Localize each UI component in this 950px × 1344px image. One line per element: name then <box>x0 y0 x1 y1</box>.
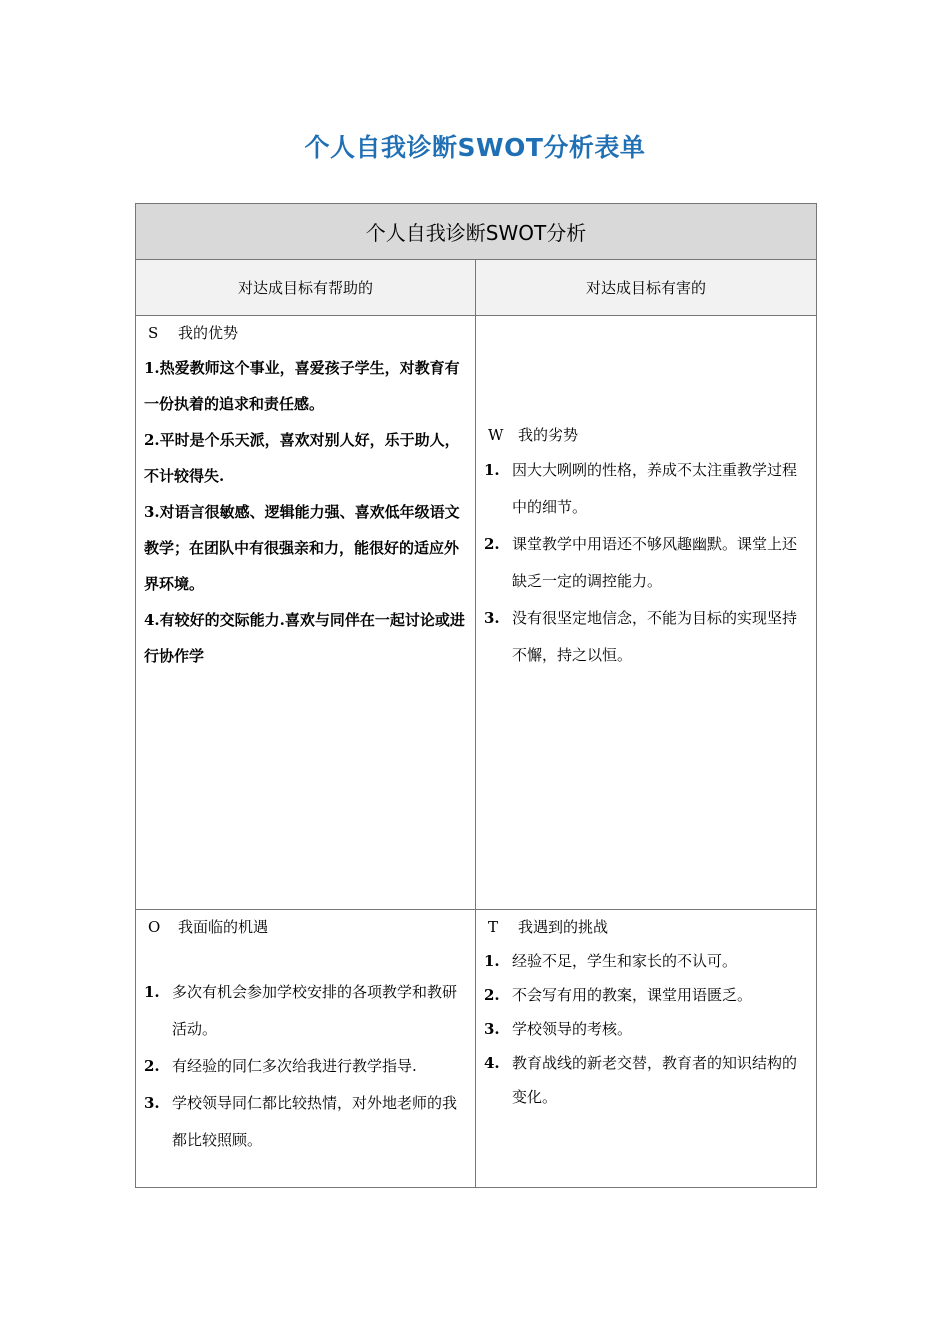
weaknesses-letter: W <box>488 426 504 444</box>
threat-item: 2. 不会写有用的教案，课堂用语匮乏。 <box>484 986 753 1004</box>
column-header-row <box>136 260 817 316</box>
weakness-item: 3. 没有很坚定地信念，不能为目标的实现坚持不懈，持之以恒。 <box>484 609 798 664</box>
swot-table <box>135 203 817 1188</box>
opportunity-item: 2. 有经验的同仁多次给我进行教学指导. <box>144 1057 417 1075</box>
strength-item: 3.对语言很敏感、逻辑能力强、喜欢低年级语文教学；在团队中有很强亲和力，能很好的适应外界环境。 <box>144 503 460 593</box>
threats-cell <box>476 910 817 1188</box>
threat-item: 4. 教育战线的新老交替，教育者的知识结构的变化。 <box>484 1054 798 1106</box>
table-header: 个人自我诊断SWOT分析 <box>136 204 817 260</box>
opportunities-title: 我面临的机遇 <box>178 918 269 936</box>
threat-item: 3. 学校领导的考核。 <box>484 1020 633 1038</box>
column-header-helpful: 对达成目标有帮助的 <box>136 260 476 316</box>
strengths-letter: S <box>148 324 159 342</box>
strengths-title: 我的优势 <box>178 324 239 342</box>
strength-item: 2.平时是个乐天派，喜欢对别人好，乐于助人，不计较得失. <box>144 431 460 485</box>
weaknesses-title: 我的劣势 <box>518 426 579 444</box>
column-header-harmful: 对达成目标有害的 <box>476 260 817 316</box>
strengths-cell <box>136 316 476 910</box>
threat-item: 1. 经验不足，学生和家长的不认可。 <box>484 952 738 970</box>
weakness-item: 1. 因大大咧咧的性格，养成不太注重教学过程中的细节。 <box>484 461 798 516</box>
strength-item: 4.有较好的交际能力.喜欢与同伴在一起讨论或进行协作学 <box>144 611 465 665</box>
threats-letter: T <box>488 918 499 936</box>
strengths-heading <box>144 320 467 346</box>
weaknesses-cell <box>476 316 817 910</box>
strength-item: 1.热爱教师这个事业，喜爱孩子学生，对教育有一份执着的追求和责任感。 <box>144 359 460 413</box>
weakness-item: 2. 课堂教学中用语还不够风趣幽默。课堂上还缺乏一定的调控能力。 <box>484 535 798 590</box>
opportunities-heading <box>144 914 467 940</box>
opportunity-item: 1. 多次有机会参加学校安排的各项教学和教研活动。 <box>144 983 458 1038</box>
weaknesses-heading <box>484 422 808 448</box>
table-header-row <box>136 204 817 260</box>
threats-heading <box>484 914 808 940</box>
threats-title: 我遇到的挑战 <box>518 918 609 936</box>
opportunities-letter: O <box>148 918 161 936</box>
lower-row <box>136 910 817 1188</box>
document-title: 个人自我诊断SWOT分析表单 <box>304 133 646 162</box>
opportunities-cell <box>136 910 476 1188</box>
opportunity-item: 3. 学校领导同仁都比较热情，对外地老师的我都比较照顾。 <box>144 1094 458 1149</box>
upper-row <box>136 316 817 910</box>
